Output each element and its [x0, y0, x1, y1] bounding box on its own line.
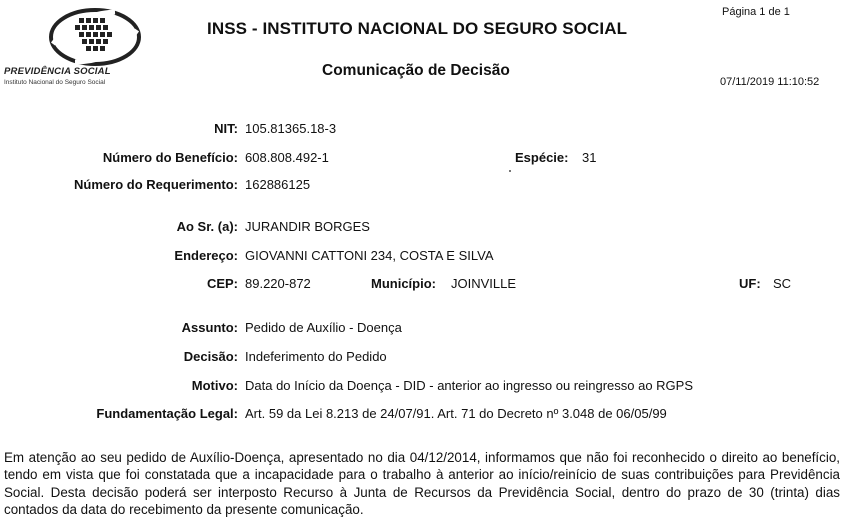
beneficio-label: Número do Benefício: [102, 150, 238, 165]
assunto-value: Pedido de Auxílio - Doença [245, 320, 402, 335]
endereco-value: GIOVANNI CATTONI 234, COSTA E SILVA [245, 248, 494, 263]
municipio-value: JOINVILLE [451, 276, 517, 291]
requerimento-label: Número do Requerimento: [74, 177, 238, 192]
agency-subtitle: Instituto Nacional do Seguro Social [4, 79, 106, 86]
requerimento-value: 162886125 [245, 177, 311, 192]
municipio-label: Município: [371, 276, 436, 291]
especie-label: Espécie: [515, 150, 569, 165]
recipient-label: Ao Sr. (a): [176, 219, 238, 234]
cep-label: CEP: [206, 276, 238, 291]
beneficio-value: 608.808.492-1 [245, 150, 329, 165]
especie-value: 31 [582, 150, 597, 165]
motivo-label: Motivo: [191, 378, 238, 393]
endereco-label: Endereço: [174, 248, 238, 263]
nit-label: NIT: [214, 121, 238, 136]
fundamentacao-label: Fundamentação Legal: [96, 406, 238, 421]
recipient-value: JURANDIR BORGES [245, 219, 370, 234]
timestamp: 07/11/2019 11:10:52 [720, 76, 820, 88]
assunto-label: Assunto: [181, 320, 238, 335]
nit-value: 105.81365.18-3 [245, 121, 337, 136]
uf-label: UF: [739, 276, 761, 291]
motivo-value: Data do Início da Doença - DID - anterior ao ingresso ou reingresso ao RGPS [245, 378, 694, 393]
decisao-label: Decisão: [183, 349, 238, 364]
previdencia-logo [45, 4, 145, 68]
cep-value: 89.220-872 [245, 276, 311, 291]
uf-value: SC [773, 276, 792, 291]
scan-speck [509, 170, 511, 172]
document-subtitle: Comunicação de Decisão [322, 62, 510, 79]
decisao-value: Indeferimento do Pedido [245, 349, 387, 364]
agency-name: PREVIDÊNCIA SOCIAL [4, 66, 111, 77]
document-title: INSS - INSTITUTO NACIONAL DO SEGURO SOCIAL [207, 19, 628, 38]
page-indicator: Página 1 de 1 [722, 6, 790, 18]
decision-paragraph: Em atenção ao seu pedido de Auxílio-Doença, apresentado no dia 04/12/2014, informamos que não foi reconhecido o direito ao benefício, tendo em vista que foi constatada que a incapacidade para o trabalho à anterior ao início/reinício de suas contribuições para Previdência Social. Desta decisão poderá ser interposto Recurso à Junta de Recursos da Previdência Social, dentro do prazo de 30 (trinta) dias contados da data do recebimento da presente comunicação. [4, 450, 840, 518]
fundamentacao-value: Art. 59 da Lei 8.213 de 24/07/91. Art. 71 do Decreto nº 3.048 de 06/05/99 [245, 406, 667, 421]
